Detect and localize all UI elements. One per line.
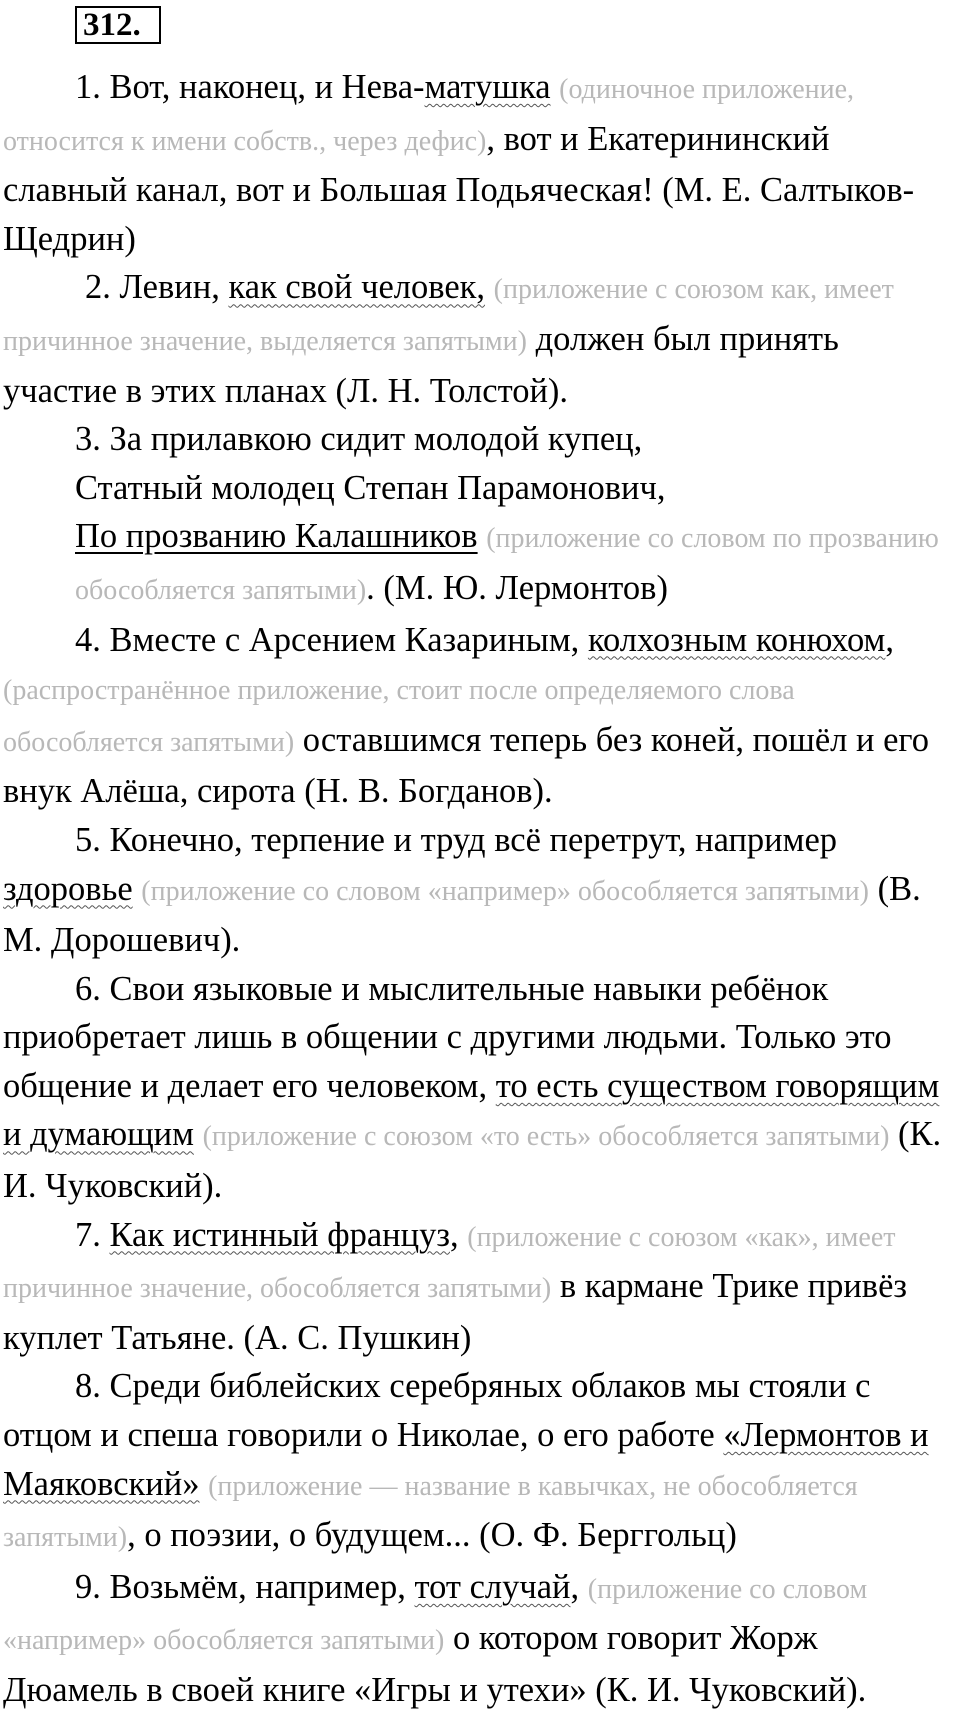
answer-item-6 [3, 965, 958, 1211]
item-number: 3. [75, 420, 101, 459]
answer-item-8 [3, 1362, 958, 1562]
explanation-note: (приложение со словом «например» обособляется запятыми) [141, 875, 869, 907]
answer-item-2 [3, 263, 958, 415]
item-text: в кармане Трике привёз куплет Татьяне. (А. С. Пушкин) [3, 1267, 908, 1357]
explanation-note: (приложение со словом «например» обособляется запятыми) [3, 1573, 868, 1657]
item-text: (К. И. Чуковский). [3, 1115, 942, 1206]
explanation-note: (приложение с союзом «то есть» обособляется запятыми) [202, 1121, 890, 1153]
item-text: Вот, наконец, и Нева- [109, 68, 425, 106]
item-text: Левин, [119, 268, 229, 307]
punctuation: , [885, 620, 895, 659]
appositive: матушка [424, 68, 551, 106]
appositive: как свой человек, [228, 268, 486, 307]
appositive: тот случай [414, 1567, 571, 1606]
item-number: 5. [75, 820, 101, 859]
answer-item-7 [3, 1211, 958, 1363]
verse-line-3 [3, 512, 958, 615]
explanation-note: (приложение — название в кавычках, не обособляется запятыми) [3, 1470, 858, 1554]
item-text: Среди библейских серебряных облаков мы стояли с отцом и спеша говорили о Николае, о его работе [3, 1367, 871, 1455]
punctuation: , [450, 1215, 459, 1254]
answer-item-4 [3, 616, 958, 816]
explanation-note: (распространённое приложение, стоит после определяемого слова обособляется запятыми) [3, 675, 795, 758]
appositive: По прозванию Калашников [75, 517, 478, 556]
item-text: Конечно, терпение и труд всё перетрут, например [109, 820, 838, 859]
item-number: 1. [75, 68, 101, 106]
item-text: Свои языковые и мыслительные навыки ребёнок приобретает лишь в общении с другими людьми. Только это общение и делает его человеком, [3, 969, 892, 1105]
item-text: Возьмём, например, [109, 1567, 415, 1606]
answer-item-5 [3, 816, 958, 965]
item-text: (В. М. Дорошевич). [3, 869, 921, 960]
verse-line: За прилавкою сидит молодой купец, [109, 420, 643, 459]
item-text: . (М. Ю. Лермонтов) [366, 568, 668, 607]
item-text: , о поэзии, о будущем... (О. Ф. Берггольц) [127, 1516, 737, 1555]
item-number: 8. [75, 1367, 101, 1406]
item-number: 7. [75, 1215, 101, 1254]
item-number: 2. [85, 268, 111, 307]
item-text: должен был принять участие в этих планах (Л. Н. Толстой). [3, 319, 839, 410]
item-number: 6. [75, 969, 101, 1008]
exercise-number: 312. [83, 7, 141, 43]
item-text: , вот и Екатерининский славный канал, вот и Большая Подьяческая! (М. Е. Салтыков-Щедрин) [3, 119, 915, 258]
appositive: здоровье [3, 869, 133, 908]
item-number: 4. [75, 620, 101, 659]
punctuation: , [570, 1567, 580, 1606]
exercise-answers [3, 63, 958, 1715]
explanation-note: (приложение со словом по прозванию обособляется запятыми) [75, 523, 939, 606]
appositive: «Лермонтов и Маяковский» [3, 1416, 929, 1503]
verse-line: Статный молодец Степан Парамонович, [75, 468, 666, 507]
answer-item-9 [3, 1563, 958, 1715]
appositive: Как истинный француз [109, 1215, 450, 1254]
answer-item-1 [3, 63, 958, 263]
appositive: колхозным конюхом [587, 620, 886, 659]
item-text: оставшимся теперь без коней, пошёл и его внук Алёша, сирота (Н. В. Богданов). [3, 720, 929, 811]
explanation-note: (приложение с союзом как, имеет причинное значение, выделяется запятыми) [3, 274, 894, 357]
explanation-note: (приложение с союзом «как», имеет причинное значение, обособляется запятыми) [3, 1221, 896, 1305]
exercise-number-box [75, 6, 161, 44]
item-number: 9. [75, 1567, 101, 1606]
item-text: о котором говорит Жорж Дюамель в своей книге «Игры и утехи» (К. И. Чуковский). [3, 1619, 867, 1709]
answer-item-3 [3, 415, 958, 464]
item-text: Вместе с Арсением Казариным, [109, 620, 588, 659]
verse-line-2 [3, 464, 958, 513]
appositive: то есть существом говорящим и думающим [3, 1066, 940, 1154]
explanation-note: (одиночное приложение, относится к имени собств., через дефис) [3, 74, 855, 157]
